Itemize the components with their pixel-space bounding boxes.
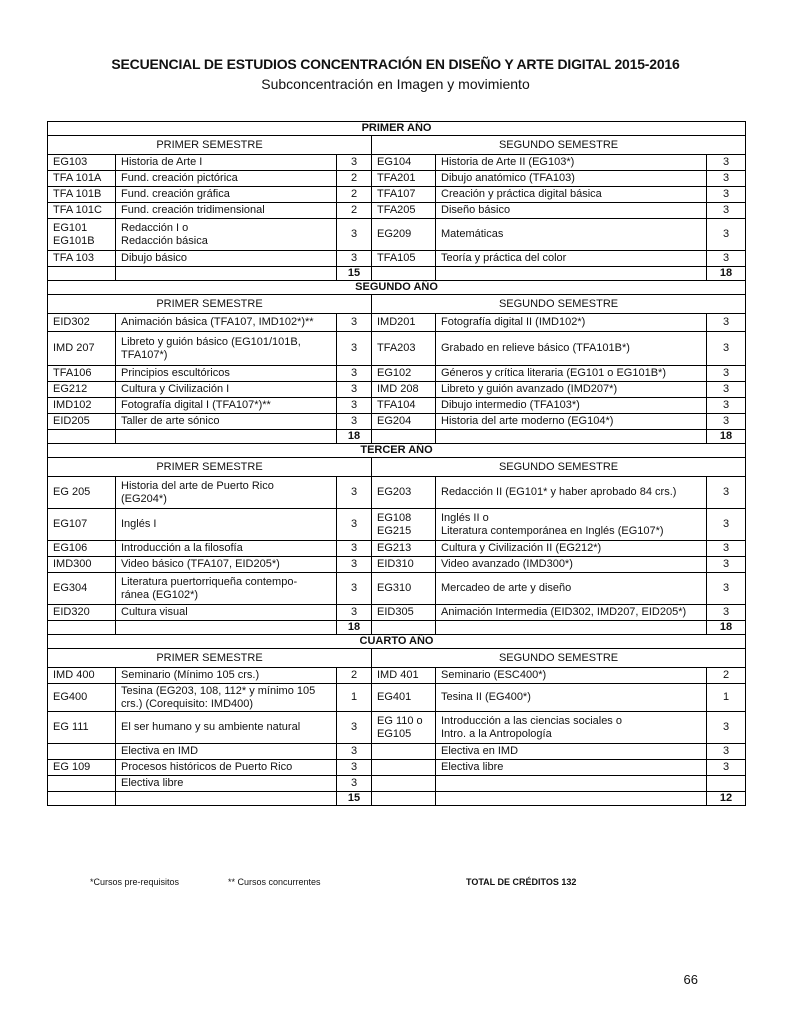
course-title-2: Inglés II o Literatura contemporánea en Inglés (EG107*) [436, 509, 707, 541]
course-credits-1: 3 [337, 557, 372, 573]
course-credits-1: 1 [337, 684, 372, 712]
course-credits-2: 3 [707, 605, 746, 621]
total-spacer-3 [372, 430, 436, 444]
course-credits-1: 2 [337, 668, 372, 684]
total-spacer-2 [116, 430, 337, 444]
course-credits-1: 2 [337, 171, 372, 187]
course-code-2: EG209 [372, 219, 436, 251]
course-code-2: TFA203 [372, 332, 436, 366]
total-spacer-4 [436, 792, 707, 806]
course-row [48, 414, 746, 430]
course-title-2: Seminario (ESC400*) [436, 668, 707, 684]
semester-total-row [48, 792, 746, 806]
course-title-1: Libreto y guión básico (EG101/101B, TFA107*) [116, 332, 337, 366]
course-row [48, 509, 746, 541]
year-header-row [48, 635, 746, 649]
course-title-2: Animación Intermedia (EID302, IMD207, EID205*) [436, 605, 707, 621]
course-credits-2: 3 [707, 366, 746, 382]
course-code-1: EG 205 [48, 477, 116, 509]
course-code-1: TFA106 [48, 366, 116, 382]
semester-1-label: PRIMER SEMESTRE [48, 649, 372, 668]
course-code-1: EID302 [48, 314, 116, 332]
course-credits-2: 3 [707, 251, 746, 267]
course-row [48, 684, 746, 712]
course-credits-1: 3 [337, 219, 372, 251]
course-credits-2 [707, 776, 746, 792]
course-title-2: Diseño básico [436, 203, 707, 219]
course-title-2: Fotografía digital II (IMD102*) [436, 314, 707, 332]
course-code-2: EG203 [372, 477, 436, 509]
course-title-2 [436, 776, 707, 792]
course-title-1: Historia de Arte I [116, 155, 337, 171]
year-label: SEGUNDO AÑO [48, 281, 746, 295]
course-code-2: EG213 [372, 541, 436, 557]
course-credits-2: 3 [707, 398, 746, 414]
course-code-1: EID320 [48, 605, 116, 621]
course-credits-2: 3 [707, 155, 746, 171]
course-row [48, 541, 746, 557]
course-credits-2: 3 [707, 187, 746, 203]
course-code-1: IMD 400 [48, 668, 116, 684]
course-credits-1: 2 [337, 203, 372, 219]
course-row [48, 332, 746, 366]
course-code-2 [372, 760, 436, 776]
course-code-1: TFA 101B [48, 187, 116, 203]
total-spacer-2 [116, 621, 337, 635]
semester-total-row [48, 621, 746, 635]
course-code-2 [372, 744, 436, 760]
course-row [48, 776, 746, 792]
semester-header-row [48, 649, 746, 668]
course-credits-2: 3 [707, 541, 746, 557]
semester-2-total: 18 [707, 621, 746, 635]
course-row [48, 557, 746, 573]
course-row [48, 366, 746, 382]
course-title-1: Historia del arte de Puerto Rico (EG204*) [116, 477, 337, 509]
year-header-row [48, 281, 746, 295]
course-title-1: Animación básica (TFA107, IMD102*)** [116, 314, 337, 332]
course-code-1: EG400 [48, 684, 116, 712]
course-code-1 [48, 776, 116, 792]
course-code-2: EG108 EG215 [372, 509, 436, 541]
course-credits-1: 3 [337, 414, 372, 430]
page-number: 66 [683, 972, 698, 987]
course-credits-1: 3 [337, 541, 372, 557]
course-row [48, 744, 746, 760]
course-code-2: EG204 [372, 414, 436, 430]
course-code-2: EID310 [372, 557, 436, 573]
total-credits: TOTAL DE CRÉDITOS 132 [466, 877, 577, 887]
course-code-1: TFA 103 [48, 251, 116, 267]
course-title-1: Literatura puertorriqueña contempo- ránea (EG102*) [116, 573, 337, 605]
course-code-1: EG107 [48, 509, 116, 541]
course-credits-2: 3 [707, 219, 746, 251]
course-title-1: Introducción a la filosofía [116, 541, 337, 557]
semester-2-label: SEGUNDO SEMESTRE [372, 136, 746, 155]
course-row [48, 314, 746, 332]
total-spacer-4 [436, 621, 707, 635]
document-title: SECUENCIAL DE ESTUDIOS CONCENTRACIÓN EN DISEÑO Y ARTE DIGITAL 2015-2016 [111, 56, 680, 72]
course-title-1: Fund. creación gráfica [116, 187, 337, 203]
course-code-1: TFA 101A [48, 171, 116, 187]
course-row [48, 382, 746, 398]
course-title-1: Tesina (EG203, 108, 112* y mínimo 105 crs.) (Corequisito: IMD400) [116, 684, 337, 712]
semester-2-total: 12 [707, 792, 746, 806]
course-code-2: TFA201 [372, 171, 436, 187]
course-title-1: Taller de arte sónico [116, 414, 337, 430]
course-credits-2: 3 [707, 477, 746, 509]
course-row [48, 605, 746, 621]
course-title-1: Fotografía digital I (TFA107*)** [116, 398, 337, 414]
total-spacer-4 [436, 267, 707, 281]
course-title-1: El ser humano y su ambiente natural [116, 712, 337, 744]
course-row [48, 573, 746, 605]
course-row [48, 219, 746, 251]
course-title-1: Fund. creación pictórica [116, 171, 337, 187]
course-title-2: Dibujo anatómico (TFA103) [436, 171, 707, 187]
course-title-2: Libreto y guión avanzado (IMD207*) [436, 382, 707, 398]
course-code-1: EG106 [48, 541, 116, 557]
course-title-2: Matemáticas [436, 219, 707, 251]
course-title-1: Dibujo básico [116, 251, 337, 267]
course-credits-1: 3 [337, 382, 372, 398]
course-code-2: EG102 [372, 366, 436, 382]
course-title-1: Procesos históricos de Puerto Rico [116, 760, 337, 776]
total-spacer-2 [116, 792, 337, 806]
course-code-1: TFA 101C [48, 203, 116, 219]
course-credits-2: 3 [707, 314, 746, 332]
course-credits-2: 3 [707, 382, 746, 398]
year-label: TERCER AÑO [48, 444, 746, 458]
course-title-1: Seminario (Mínimo 105 crs.) [116, 668, 337, 684]
course-code-1: IMD 207 [48, 332, 116, 366]
course-code-1: IMD300 [48, 557, 116, 573]
course-title-1: Electiva en IMD [116, 744, 337, 760]
course-code-2: IMD 401 [372, 668, 436, 684]
semester-1-total: 15 [337, 792, 372, 806]
total-spacer-3 [372, 621, 436, 635]
course-row [48, 187, 746, 203]
semester-header-row [48, 295, 746, 314]
course-sequence-table [47, 121, 746, 806]
course-credits-1: 3 [337, 398, 372, 414]
course-code-2: IMD201 [372, 314, 436, 332]
course-code-2: EG104 [372, 155, 436, 171]
course-row [48, 398, 746, 414]
course-credits-2: 2 [707, 668, 746, 684]
course-credits-2: 3 [707, 332, 746, 366]
course-row [48, 668, 746, 684]
year-label: CUARTO AÑO [48, 635, 746, 649]
course-title-2: Géneros y crítica literaria (EG101 o EG101B*) [436, 366, 707, 382]
semester-header-row [48, 136, 746, 155]
course-code-2: TFA107 [372, 187, 436, 203]
course-credits-1: 3 [337, 776, 372, 792]
course-row [48, 251, 746, 267]
course-credits-2: 3 [707, 509, 746, 541]
course-title-2: Historia del arte moderno (EG104*) [436, 414, 707, 430]
course-row [48, 760, 746, 776]
course-credits-2: 1 [707, 684, 746, 712]
footnote-prerequisites: *Cursos pre-requisitos [90, 877, 180, 887]
course-title-1: Electiva libre [116, 776, 337, 792]
course-title-2: Historia de Arte II (EG103*) [436, 155, 707, 171]
semester-2-total: 18 [707, 267, 746, 281]
year-header-row [48, 444, 746, 458]
semester-2-total: 18 [707, 430, 746, 444]
course-code-1: EG212 [48, 382, 116, 398]
course-credits-1: 3 [337, 477, 372, 509]
course-credits-2: 3 [707, 573, 746, 605]
course-row [48, 477, 746, 509]
course-code-1: EG101 EG101B [48, 219, 116, 251]
course-credits-2: 3 [707, 203, 746, 219]
semester-2-label: SEGUNDO SEMESTRE [372, 295, 746, 314]
total-spacer-1 [48, 267, 116, 281]
course-title-1: Video básico (TFA107, EID205*) [116, 557, 337, 573]
semester-1-total: 15 [337, 267, 372, 281]
course-code-1 [48, 744, 116, 760]
course-code-2: EID305 [372, 605, 436, 621]
course-code-1: EG103 [48, 155, 116, 171]
course-code-2: TFA105 [372, 251, 436, 267]
semester-1-total: 18 [337, 430, 372, 444]
year-header-row [48, 122, 746, 136]
course-row [48, 155, 746, 171]
total-spacer-3 [372, 792, 436, 806]
semester-1-label: PRIMER SEMESTRE [48, 136, 372, 155]
semester-2-label: SEGUNDO SEMESTRE [372, 649, 746, 668]
course-credits-1: 3 [337, 366, 372, 382]
course-credits-2: 3 [707, 744, 746, 760]
course-credits-1: 3 [337, 155, 372, 171]
total-spacer-1 [48, 430, 116, 444]
course-title-2: Electiva en IMD [436, 744, 707, 760]
course-credits-1: 3 [337, 744, 372, 760]
semester-header-row [48, 458, 746, 477]
course-title-2: Introducción a las ciencias sociales o Intro. a la Antropología [436, 712, 707, 744]
document-subtitle: Subconcentración en Imagen y movimiento [261, 76, 530, 92]
course-code-1: EG 111 [48, 712, 116, 744]
total-spacer-1 [48, 621, 116, 635]
course-title-2: Cultura y Civilización II (EG212*) [436, 541, 707, 557]
course-title-2: Redacción II (EG101* y haber aprobado 84 crs.) [436, 477, 707, 509]
course-title-1: Principios escultóricos [116, 366, 337, 382]
course-title-2: Creación y práctica digital básica [436, 187, 707, 203]
course-title-1: Inglés I [116, 509, 337, 541]
course-title-2: Dibujo intermedio (TFA103*) [436, 398, 707, 414]
course-credits-1: 3 [337, 314, 372, 332]
course-code-1: EG304 [48, 573, 116, 605]
course-credits-1: 3 [337, 251, 372, 267]
course-credits-2: 3 [707, 557, 746, 573]
total-spacer-3 [372, 267, 436, 281]
course-title-2: Grabado en relieve básico (TFA101B*) [436, 332, 707, 366]
course-title-1: Redacción I o Redacción básica [116, 219, 337, 251]
course-code-2: TFA104 [372, 398, 436, 414]
course-row [48, 712, 746, 744]
course-credits-2: 3 [707, 712, 746, 744]
course-credits-2: 3 [707, 760, 746, 776]
course-title-2: Mercadeo de arte y diseño [436, 573, 707, 605]
course-title-2: Video avanzado (IMD300*) [436, 557, 707, 573]
course-credits-1: 3 [337, 760, 372, 776]
course-credits-1: 3 [337, 712, 372, 744]
course-credits-1: 3 [337, 605, 372, 621]
year-label: PRIMER AÑO [48, 122, 746, 136]
course-credits-1: 3 [337, 509, 372, 541]
course-code-2: TFA205 [372, 203, 436, 219]
course-code-1: IMD102 [48, 398, 116, 414]
course-code-2: IMD 208 [372, 382, 436, 398]
course-code-2: EG401 [372, 684, 436, 712]
course-credits-2: 3 [707, 414, 746, 430]
course-credits-1: 2 [337, 187, 372, 203]
course-credits-2: 3 [707, 171, 746, 187]
semester-1-label: PRIMER SEMESTRE [48, 295, 372, 314]
course-title-1: Cultura y Civilización I [116, 382, 337, 398]
footnote-concurrent: ** Cursos concurrentes [228, 877, 321, 887]
total-spacer-2 [116, 267, 337, 281]
course-row [48, 171, 746, 187]
course-credits-1: 3 [337, 573, 372, 605]
course-title-2: Electiva libre [436, 760, 707, 776]
semester-total-row [48, 430, 746, 444]
course-row [48, 203, 746, 219]
course-code-1: EID205 [48, 414, 116, 430]
semester-1-label: PRIMER SEMESTRE [48, 458, 372, 477]
course-code-1: EG 109 [48, 760, 116, 776]
course-title-1: Cultura visual [116, 605, 337, 621]
course-credits-1: 3 [337, 332, 372, 366]
course-code-2: EG 110 o EG105 [372, 712, 436, 744]
semester-1-total: 18 [337, 621, 372, 635]
course-title-2: Tesina II (EG400*) [436, 684, 707, 712]
total-spacer-1 [48, 792, 116, 806]
course-code-2: EG310 [372, 573, 436, 605]
semester-2-label: SEGUNDO SEMESTRE [372, 458, 746, 477]
course-title-1: Fund. creación tridimensional [116, 203, 337, 219]
semester-total-row [48, 267, 746, 281]
total-spacer-4 [436, 430, 707, 444]
course-code-2 [372, 776, 436, 792]
course-title-2: Teoría y práctica del color [436, 251, 707, 267]
